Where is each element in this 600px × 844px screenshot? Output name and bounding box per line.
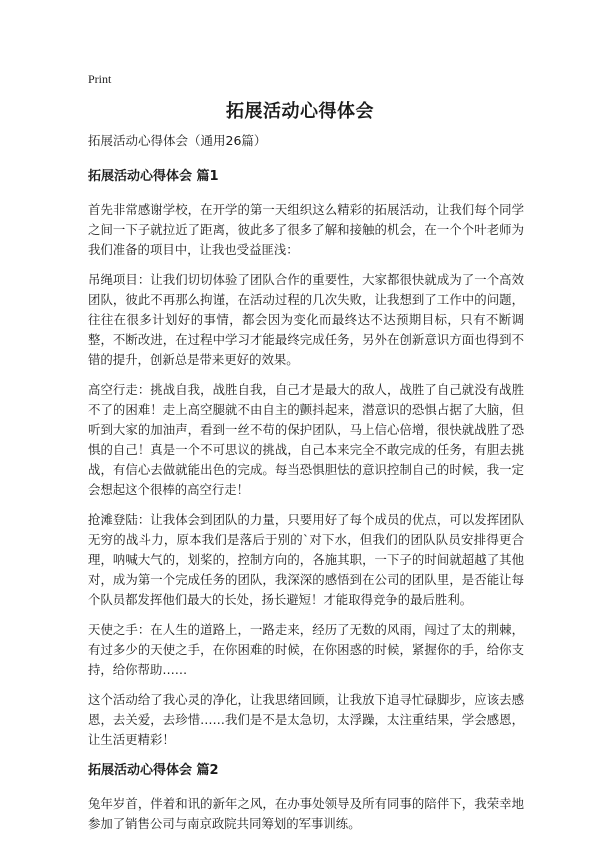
paragraph: 高空行走：挑战自我，战胜自我，自己才是最大的敌人，战胜了自己就没有战胜不了的困难！走上高空腿就不由自主的颤抖起来，潜意识的恐惧占据了大脑，但听到大家的加油声，看到一丝不苟的保护团队，马上信心倍增，很快就战胜了恐惧的自己！真是一个不可思议的挑战，自己本来完全不敢完成的任务，有胆去挑战，有信心去做就能出色的完成。每当恐惧胆怯的意识控制自己的时候，我一定会想起这个很棒的高空行走！ bbox=[88, 382, 524, 497]
document-subtitle: 拓展活动心得体会（通用26篇） bbox=[88, 133, 267, 148]
paragraph: 兔年岁首，伴着和讯的新年之风，在办事处领导及所有同事的陪伴下，我荣幸地参加了销售公司与南京政院共同筹划的军事训练。 bbox=[88, 796, 524, 831]
paragraph: 这个活动给了我心灵的净化，让我思绪回顾，让我放下追寻忙碌脚步，应该去感恩，去关爱，去珍惜……我们是不是太急切，太浮躁，太注重结果，学会感恩，让生活更精彩！ bbox=[88, 692, 524, 747]
document-body bbox=[88, 132, 524, 844]
section-heading-2: 拓展活动心得体会 篇2 bbox=[88, 763, 219, 778]
paragraph: 天使之手：在人生的道路上，一路走来，经历了无数的风雨，闯过了太的荆棘，有过多少的天使之手，在你困难的时候，在你困惑的时候，紧握你的手，给你支持，给你帮助…… bbox=[88, 622, 524, 677]
paragraph: 吊绳项目：让我们切切体验了团队合作的重要性，大家都很快就成为了一个高效团队，彼此不再那么拘谨，在活动过程的几次失败，让我想到了工作中的问题，往往在很多计划好的事情，都会因为变化而最终达不达预期目标，只有不断调整，不断改进，在过程中学习才能最终完成任务，另外在创新意识方面也得到不错的提升，创新总是带来更好的效果。 bbox=[88, 272, 524, 367]
paragraph: 抢滩登陆：让我体会到团队的力量，只要用好了每个成员的优点，可以发挥团队无穷的战斗力，原本我们是落后于别的`对下水，但我们的团队队员安排得更合理，呐喊大气的，划桨的，控制方向的，各施其职，一下子的时间就超越了其他对，成为第一个完成任务的团队，我深深的感悟到在公司的团队里，是否能让每个队员都发挥他们最大的长处，扬长避短！才能取得竞争的最后胜利。 bbox=[88, 512, 524, 607]
paragraph: 首先非常感谢学校，在开学的第一天组织这么精彩的拓展活动，让我们每个同学之间一下子就拉近了距离，彼此多了很多了解和接触的机会，在一个个叶老师为我们准备的项目中，让我也受益匪浅： bbox=[88, 202, 524, 257]
section-heading-1: 拓展活动心得体会 篇1 bbox=[88, 169, 219, 184]
page-title: 拓展活动心得体会 bbox=[226, 101, 374, 122]
print-link[interactable]: Print bbox=[88, 72, 112, 86]
